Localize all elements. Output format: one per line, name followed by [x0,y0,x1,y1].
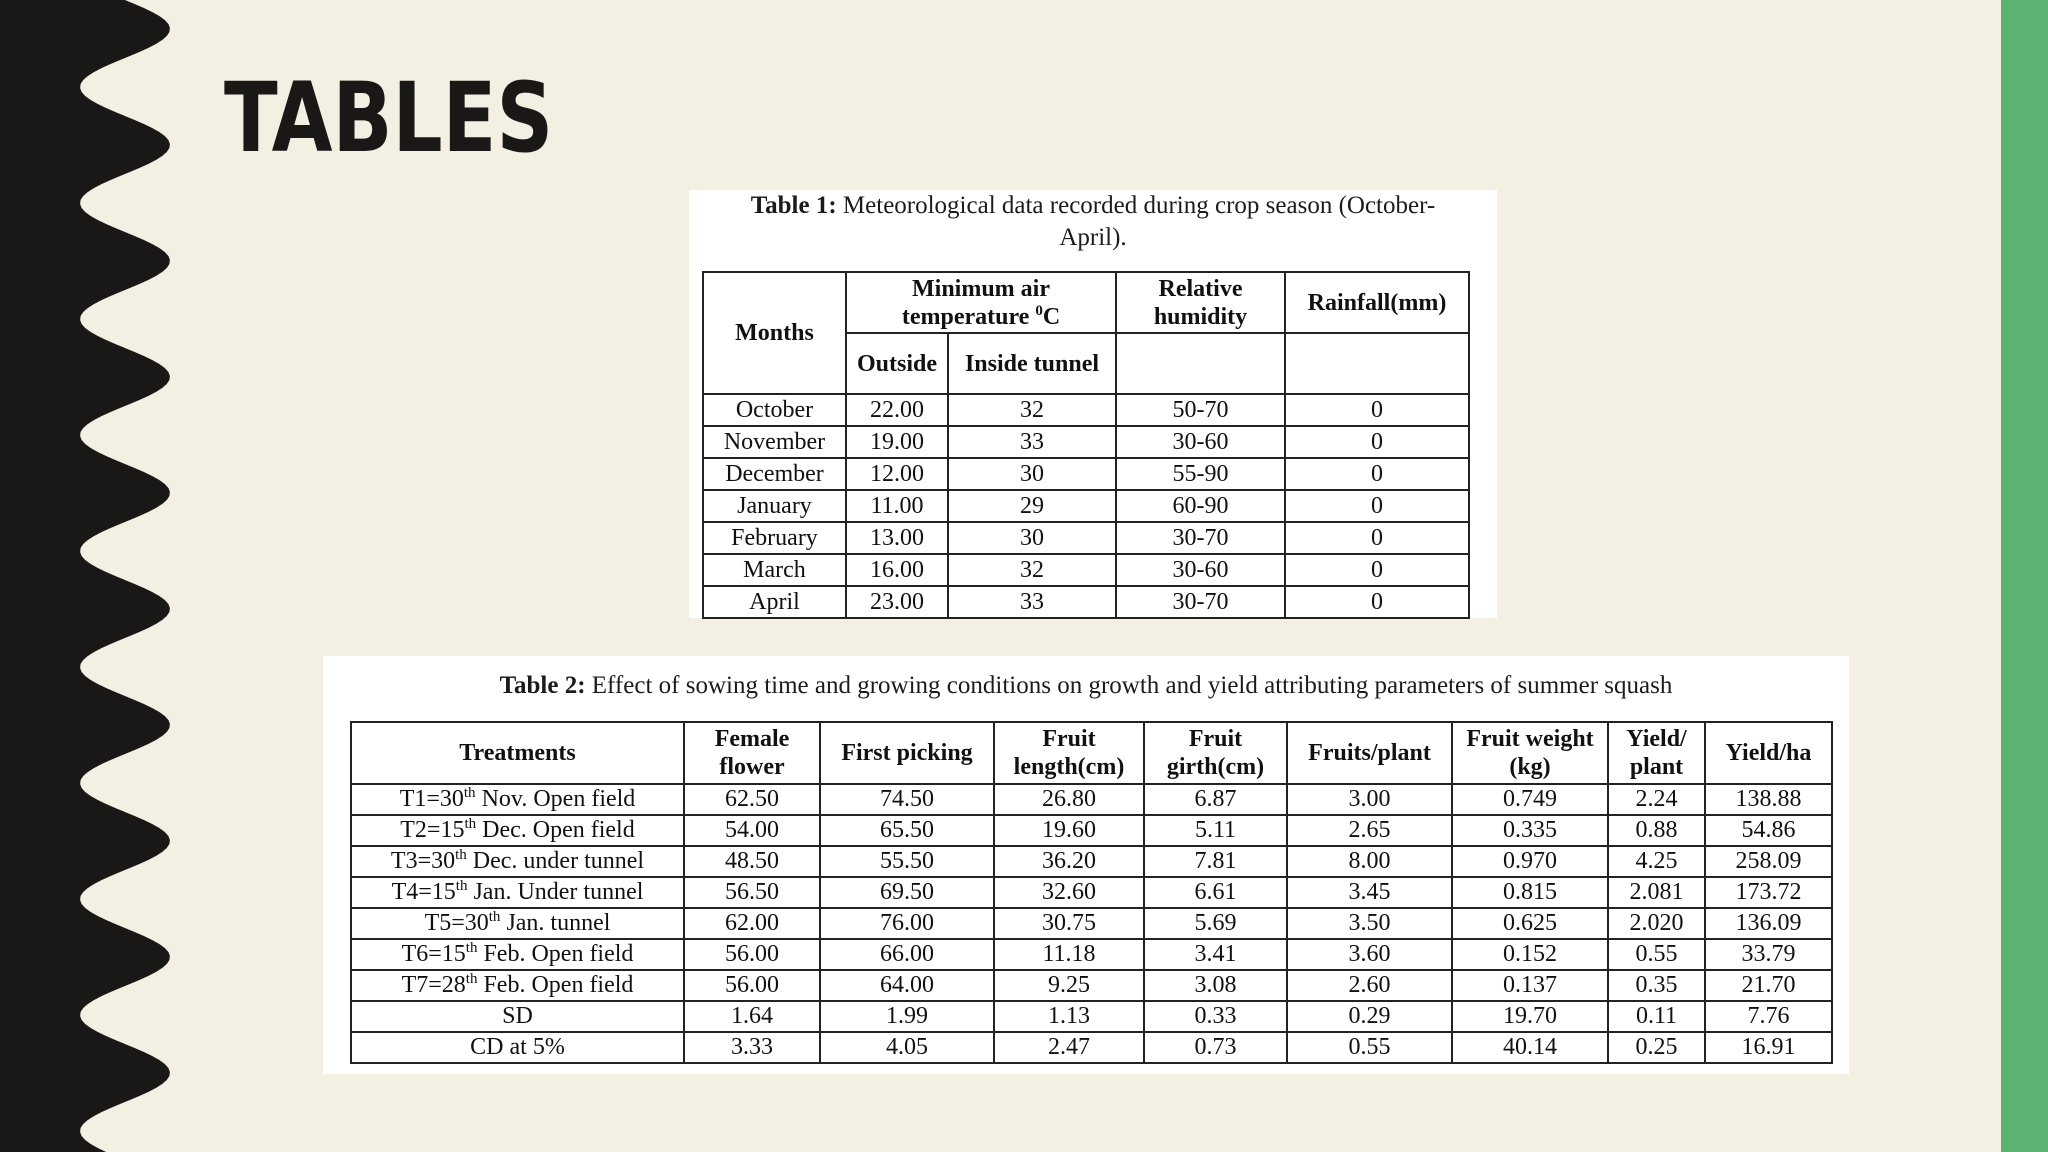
cell-humidity: 30-70 [1116,586,1285,618]
table-row [351,1032,1832,1063]
cell-value: 21.70 [1705,970,1832,1001]
cell-rainfall: 0 [1285,586,1469,618]
cell-treatment [351,877,684,908]
cell-value: 26.80 [994,784,1144,815]
header-cell: Fruit weight (kg) [1452,722,1608,784]
cell-month: October [703,394,846,426]
treatment-detail: Feb. Open field [477,941,634,967]
table-row [703,458,1469,490]
cell-value: 56.00 [684,939,820,970]
table1-caption [723,190,1463,254]
cell-value: 0.749 [1452,784,1608,815]
cell-value: 0.815 [1452,877,1608,908]
table-row [351,970,1832,1001]
table-row [703,426,1469,458]
ordinal-superscript: th [464,816,477,832]
cell-value: 65.50 [820,815,994,846]
header-cell: Yield/ha [1705,722,1832,784]
meteorological-table [702,271,1470,619]
cell-value: 138.88 [1705,784,1832,815]
squash-yield-table-header [351,722,1832,784]
table2-caption-label: Table 2: [499,672,586,699]
cell-value: 2.60 [1287,970,1452,1001]
treatment-detail: Jan. tunnel [500,910,611,936]
cell-value: 0.152 [1452,939,1608,970]
ordinal-superscript: th [455,847,467,863]
treatment-detail: Nov. Open field [475,786,636,812]
cell-value: 0.335 [1452,815,1608,846]
cell-value: 173.72 [1705,877,1832,908]
ordinal-superscript: th [463,785,476,801]
ordinal-superscript: th [465,971,478,987]
header-empty [1285,333,1469,394]
cell-value: 4.25 [1608,846,1705,877]
decorative-wavy-band [0,0,190,1152]
cell-treatment [351,815,684,846]
cell-humidity: 30-70 [1116,522,1285,554]
cell-value: 3.50 [1287,908,1452,939]
slide-title: TABLES [224,62,554,174]
cell-treatment [351,784,684,815]
cell-value: 66.00 [820,939,994,970]
cell-value: 0.55 [1608,939,1705,970]
cell-value: 55.50 [820,846,994,877]
cell-rainfall: 0 [1285,554,1469,586]
cell-value: 7.76 [1705,1001,1832,1032]
header-cell: Fruit girth(cm) [1144,722,1287,784]
header-inside-tunnel: Inside tunnel [948,333,1116,394]
cell-value: 1.13 [994,1001,1144,1032]
squash-yield-table [350,721,1833,1064]
squash-yield-table-body [351,784,1832,1063]
cell-value: 62.00 [684,908,820,939]
cell-rainfall: 0 [1285,426,1469,458]
table1-caption-label: Table 1: [750,192,837,219]
cell-value: 0.29 [1287,1001,1452,1032]
ordinal-superscript: th [488,909,501,925]
cell-treatment [351,908,684,939]
header-months: Months [703,272,846,394]
cell-inside-temp: 29 [948,490,1116,522]
treatment-detail: Jan. Under tunnel [467,879,644,905]
treatment-label: T2=15 [400,817,465,843]
cell-inside-temp: 32 [948,394,1116,426]
cell-humidity: 50-70 [1116,394,1285,426]
cell-outside-temp: 22.00 [846,394,948,426]
header-cell: First picking [820,722,994,784]
cell-value: 33.79 [1705,939,1832,970]
cell-value: 2.47 [994,1032,1144,1063]
cell-value: 40.14 [1452,1032,1608,1063]
treatment-label: T1=30 [399,786,464,812]
cell-value: 2.020 [1608,908,1705,939]
table-row [703,554,1469,586]
cell-value: 0.35 [1608,970,1705,1001]
cell-value: 3.08 [1144,970,1287,1001]
table2-caption-text: Effect of sowing time and growing conditions on growth and yield attributing parameters of summer squash [585,672,1673,699]
treatment-label: T5=30 [424,910,489,936]
treatment-label: T3=30 [390,848,456,874]
treatment-detail: Dec. under tunnel [466,848,645,874]
cell-value: 5.11 [1144,815,1287,846]
cell-month: December [703,458,846,490]
table-row [351,1001,1832,1032]
header-min-air-temp [846,272,1116,333]
cell-value: 7.81 [1144,846,1287,877]
header-cell: Fruits/plant [1287,722,1452,784]
cell-value: 1.64 [684,1001,820,1032]
header-temp-unit: C [1042,303,1061,330]
header-relative-humidity: Relative humidity [1116,272,1285,333]
cell-value: 0.73 [1144,1032,1287,1063]
header-cell: Yield/ plant [1608,722,1705,784]
cell-rainfall: 0 [1285,490,1469,522]
cell-value: 4.05 [820,1032,994,1063]
cell-month: November [703,426,846,458]
cell-month: March [703,554,846,586]
cell-treatment [351,939,684,970]
header-cell: Female flower [684,722,820,784]
cell-value: 0.137 [1452,970,1608,1001]
cell-outside-temp: 11.00 [846,490,948,522]
table-row [703,394,1469,426]
cell-value: 136.09 [1705,908,1832,939]
cell-value: 0.970 [1452,846,1608,877]
cell-value: 64.00 [820,970,994,1001]
treatment-label: CD at 5% [470,1034,565,1060]
cell-rainfall: 0 [1285,522,1469,554]
cell-value: 19.60 [994,815,1144,846]
cell-value: 6.61 [1144,877,1287,908]
header-empty [1116,333,1285,394]
treatment-label: SD [502,1003,533,1029]
table-row [703,490,1469,522]
cell-value: 54.00 [684,815,820,846]
cell-value: 56.00 [684,970,820,1001]
cell-value: 3.45 [1287,877,1452,908]
degree-superscript: 0 [1035,302,1043,319]
table1-caption-text: Meteorological data recorded during crop season (October-April). [836,192,1436,251]
table-row [703,522,1469,554]
cell-rainfall: 0 [1285,394,1469,426]
cell-value: 1.99 [820,1001,994,1032]
table2-caption [323,671,1849,701]
cell-value: 19.70 [1452,1001,1608,1032]
cell-inside-temp: 30 [948,522,1116,554]
cell-value: 3.60 [1287,939,1452,970]
cell-value: 3.00 [1287,784,1452,815]
cell-value: 0.11 [1608,1001,1705,1032]
cell-value: 32.60 [994,877,1144,908]
treatment-label: T7=28 [401,972,466,998]
cell-value: 30.75 [994,908,1144,939]
cell-outside-temp: 16.00 [846,554,948,586]
header-min-air-temp-text: Minimum air temperature [901,275,1050,330]
cell-outside-temp: 12.00 [846,458,948,490]
cell-month: February [703,522,846,554]
table-row [351,815,1832,846]
cell-value: 16.91 [1705,1032,1832,1063]
cell-inside-temp: 33 [948,426,1116,458]
table-row [351,877,1832,908]
meteorological-table-body [703,394,1469,618]
cell-value: 3.33 [684,1032,820,1063]
cell-value: 8.00 [1287,846,1452,877]
cell-value: 5.69 [1144,908,1287,939]
cell-inside-temp: 32 [948,554,1116,586]
cell-outside-temp: 19.00 [846,426,948,458]
cell-value: 258.09 [1705,846,1832,877]
cell-value: 54.86 [1705,815,1832,846]
table1-image [689,190,1497,618]
cell-value: 56.50 [684,877,820,908]
cell-value: 6.87 [1144,784,1287,815]
table-row [703,586,1469,618]
cell-value: 2.081 [1608,877,1705,908]
cell-treatment [351,846,684,877]
cell-humidity: 60-90 [1116,490,1285,522]
cell-value: 74.50 [820,784,994,815]
cell-value: 0.88 [1608,815,1705,846]
table-row [351,784,1832,815]
treatment-detail: Feb. Open field [477,972,634,998]
table-row [351,939,1832,970]
cell-humidity: 30-60 [1116,554,1285,586]
cell-value: 2.24 [1608,784,1705,815]
cell-rainfall: 0 [1285,458,1469,490]
cell-value: 76.00 [820,908,994,939]
header-outside: Outside [846,333,948,394]
table-row [351,908,1832,939]
cell-inside-temp: 33 [948,586,1116,618]
cell-value: 11.18 [994,939,1144,970]
ordinal-superscript: th [465,940,478,956]
cell-value: 48.50 [684,846,820,877]
cell-value: 36.20 [994,846,1144,877]
cell-value: 62.50 [684,784,820,815]
header-rainfall: Rainfall(mm) [1285,272,1469,333]
cell-value: 9.25 [994,970,1144,1001]
treatment-label: T6=15 [401,941,466,967]
table-row [351,846,1832,877]
cell-treatment [351,1001,684,1032]
ordinal-superscript: th [455,878,468,894]
cell-inside-temp: 30 [948,458,1116,490]
cell-treatment [351,970,684,1001]
cell-month: January [703,490,846,522]
cell-value: 2.65 [1287,815,1452,846]
cell-value: 0.55 [1287,1032,1452,1063]
header-cell: Treatments [351,722,684,784]
cell-treatment [351,1032,684,1063]
cell-value: 0.25 [1608,1032,1705,1063]
cell-outside-temp: 23.00 [846,586,948,618]
treatment-detail: Dec. Open field [476,817,635,843]
cell-outside-temp: 13.00 [846,522,948,554]
cell-value: 69.50 [820,877,994,908]
accent-stripe [2001,0,2048,1152]
cell-month: April [703,586,846,618]
cell-humidity: 55-90 [1116,458,1285,490]
cell-value: 0.625 [1452,908,1608,939]
header-cell: Fruit length(cm) [994,722,1144,784]
cell-value: 0.33 [1144,1001,1287,1032]
treatment-label: T4=15 [391,879,456,905]
cell-humidity: 30-60 [1116,426,1285,458]
table2-image [323,656,1849,1074]
cell-value: 3.41 [1144,939,1287,970]
